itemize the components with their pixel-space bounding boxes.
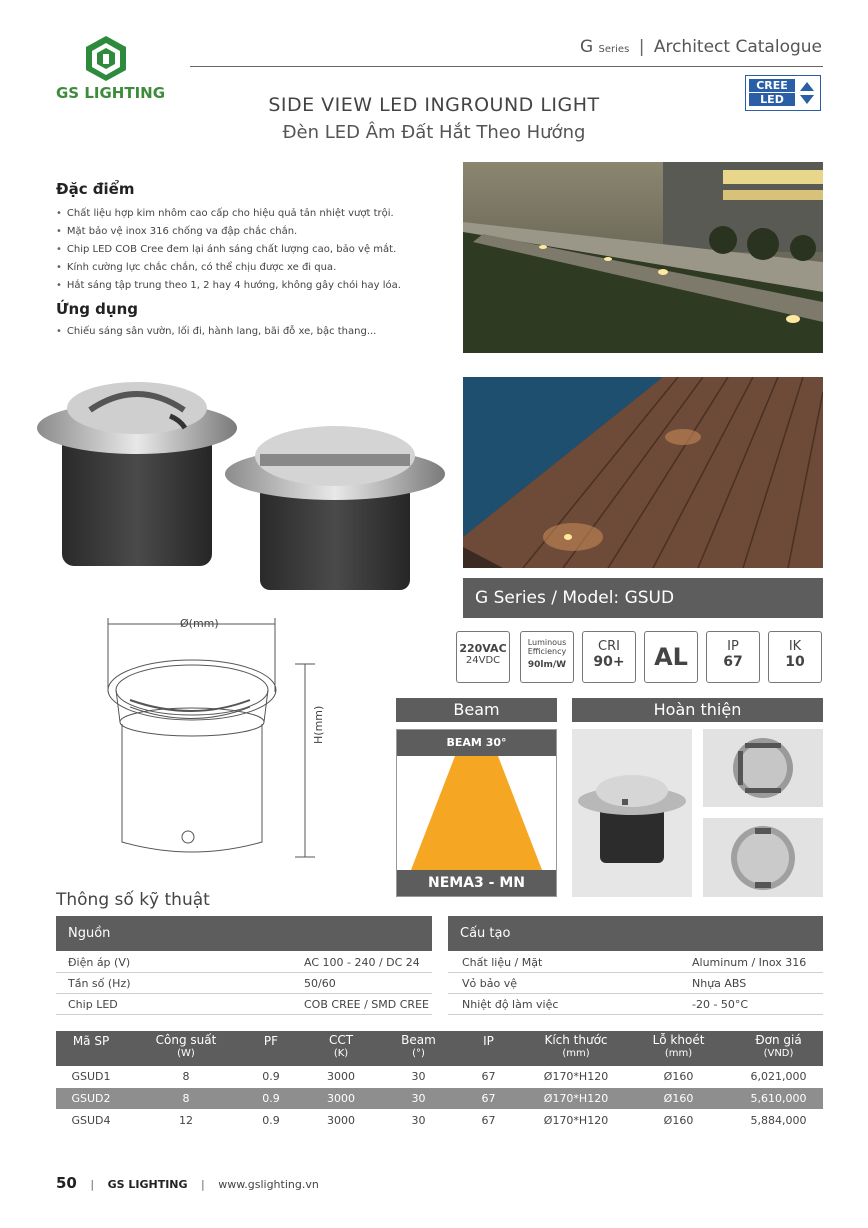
footer-url[interactable]: www.gslighting.vn	[218, 1178, 319, 1191]
col-header-ip: IP	[483, 1034, 494, 1048]
spec-row	[56, 995, 432, 1015]
beam-header: Beam	[396, 698, 557, 722]
spec-value: Aluminum / Inox 316	[692, 956, 807, 969]
table-row: GSUD4 12 0.9 3000 30 67 Ø170*H120 Ø160 5,884,000	[71, 1114, 807, 1127]
cri-badge	[582, 631, 636, 683]
voltage-dc: 24VDC	[465, 655, 501, 666]
col-header-cct: CCT (K)	[328, 1033, 354, 1059]
ip-value: 67	[723, 654, 743, 670]
spec-value: AC 100 - 240 / DC 24	[304, 956, 420, 969]
col-header-price: Đơn giá (VND)	[755, 1033, 802, 1059]
col-header-power: Công suất (W)	[155, 1033, 217, 1059]
spec-value: -20 - 50°C	[692, 998, 749, 1011]
feature-item: • Mặt bảo vệ inox 316 chống va đập chắc chắn.	[56, 223, 401, 241]
spec-key: Chip LED	[68, 998, 118, 1011]
spec-key: Chất liệu / Mặt	[462, 956, 543, 969]
technical-drawing	[100, 612, 340, 872]
page-title-vi: Đèn LED Âm Đất Hắt Theo Hướng	[282, 122, 586, 143]
cree-top-text: CREE	[749, 79, 795, 92]
applications-heading: Ứng dụng	[56, 300, 139, 318]
spec-row	[56, 974, 432, 994]
features-heading: Đặc điểm	[56, 180, 135, 198]
beam-nema-label: NEMA3 - MN	[397, 870, 556, 896]
features-list	[56, 205, 401, 295]
product-table-header	[56, 1031, 823, 1066]
efficiency-label-1: Luminous	[527, 638, 567, 647]
cree-bottom-text: LED	[749, 93, 795, 106]
series-heading: G Series | Architect Catalogue	[579, 37, 822, 57]
application-item: • Chiếu sáng sân vườn, lối đi, hành lang, bãi đỗ xe, bậc thang...	[56, 324, 376, 340]
spec-key: Tần số (Hz)	[68, 977, 131, 990]
col-header-size: Kích thước (mm)	[544, 1033, 608, 1059]
cri-value: 90+	[593, 654, 625, 670]
spec-value: COB CREE / SMD CREE	[304, 998, 429, 1011]
ip-label: IP	[727, 639, 739, 654]
col-header-pf: PF	[263, 1034, 279, 1048]
cri-label: CRI	[598, 639, 620, 654]
product-photo	[20, 378, 450, 600]
header-divider	[190, 66, 823, 67]
model-bar: G Series / Model: GSUD	[463, 578, 823, 618]
series-word: Series	[598, 44, 630, 55]
finish-header: Hoàn thiện	[572, 698, 823, 722]
spec-value: Nhựa ABS	[692, 977, 747, 990]
logo-text: GS LIGHTING	[56, 84, 166, 102]
catalogue-label: Architect Catalogue	[653, 37, 822, 57]
finish-one-way-cover	[703, 818, 823, 897]
spec-key: Nhiệt độ làm việc	[462, 998, 559, 1011]
spec-value: 50/60	[304, 977, 336, 990]
col-header-cutout: Lỗ khoét (mm)	[652, 1033, 705, 1059]
voltage-badge	[456, 631, 510, 683]
efficiency-label-2: Efficiency	[527, 647, 567, 656]
spec-row	[56, 953, 432, 973]
spec-key: Điện áp (V)	[68, 956, 131, 969]
specs-heading: Thông số kỹ thuật	[56, 890, 210, 910]
efficiency-value: 90lm/W	[527, 660, 567, 670]
ik-label: IK	[788, 639, 802, 654]
ip-badge	[706, 631, 760, 683]
col-header-beam: Beam (°)	[401, 1033, 436, 1059]
feature-item: • Chip LED COB Cree đem lại ánh sáng chất lượng cao, bảo vệ mắt.	[56, 241, 401, 259]
structure-section-header: Cấu tạo	[448, 916, 823, 951]
feature-item: • Chất liệu hợp kim nhôm cao cấp cho hiệu quả tản nhiệt vượt trội.	[56, 205, 401, 223]
spec-key: Vỏ bảo vệ	[462, 977, 517, 990]
ik-value: 10	[785, 654, 805, 670]
beam-angle-label: BEAM 30°	[397, 730, 556, 756]
series-letter: G	[579, 37, 594, 57]
page-footer: 50 | GS LIGHTING | www.gslighting.vn	[56, 1174, 319, 1192]
efficiency-badge	[520, 631, 574, 683]
ik-badge	[768, 631, 822, 683]
garden-pathway-photo	[463, 162, 823, 353]
voltage-ac: 220VAC	[459, 642, 507, 655]
wooden-deck-photo	[463, 377, 823, 568]
spec-row	[448, 974, 823, 994]
finish-four-way-cover	[703, 729, 823, 807]
feature-item: • Hắt sáng tập trung theo 1, 2 hay 4 hướng, không gây chói hay lóa.	[56, 277, 401, 295]
aluminum-badge	[644, 631, 698, 683]
finish-product-photo	[572, 729, 692, 897]
footer-brand: GS LIGHTING	[107, 1178, 188, 1191]
col-header-code: Mã SP	[72, 1034, 110, 1048]
diameter-dimension: Ø(mm)	[180, 617, 219, 630]
spec-row	[448, 953, 823, 973]
spec-row	[448, 995, 823, 1015]
height-dimension: H(mm)	[312, 705, 325, 744]
table-row: GSUD1 8 0.9 3000 30 67 Ø170*H120 Ø160 6,021,000	[71, 1070, 807, 1083]
feature-item: • Kính cường lực chắc chắn, có thể chịu được xe đi qua.	[56, 259, 401, 277]
table-row: GSUD2 8 0.9 3000 30 67 Ø170*H120 Ø160 5,610,000	[56, 1088, 823, 1109]
page-title-en: SIDE VIEW LED INGROUND LIGHT	[268, 94, 600, 116]
source-section-header: Nguồn	[56, 916, 432, 951]
applications-list	[56, 324, 376, 340]
page-number: 50	[56, 1174, 77, 1192]
aluminum-label: AL	[654, 643, 688, 671]
